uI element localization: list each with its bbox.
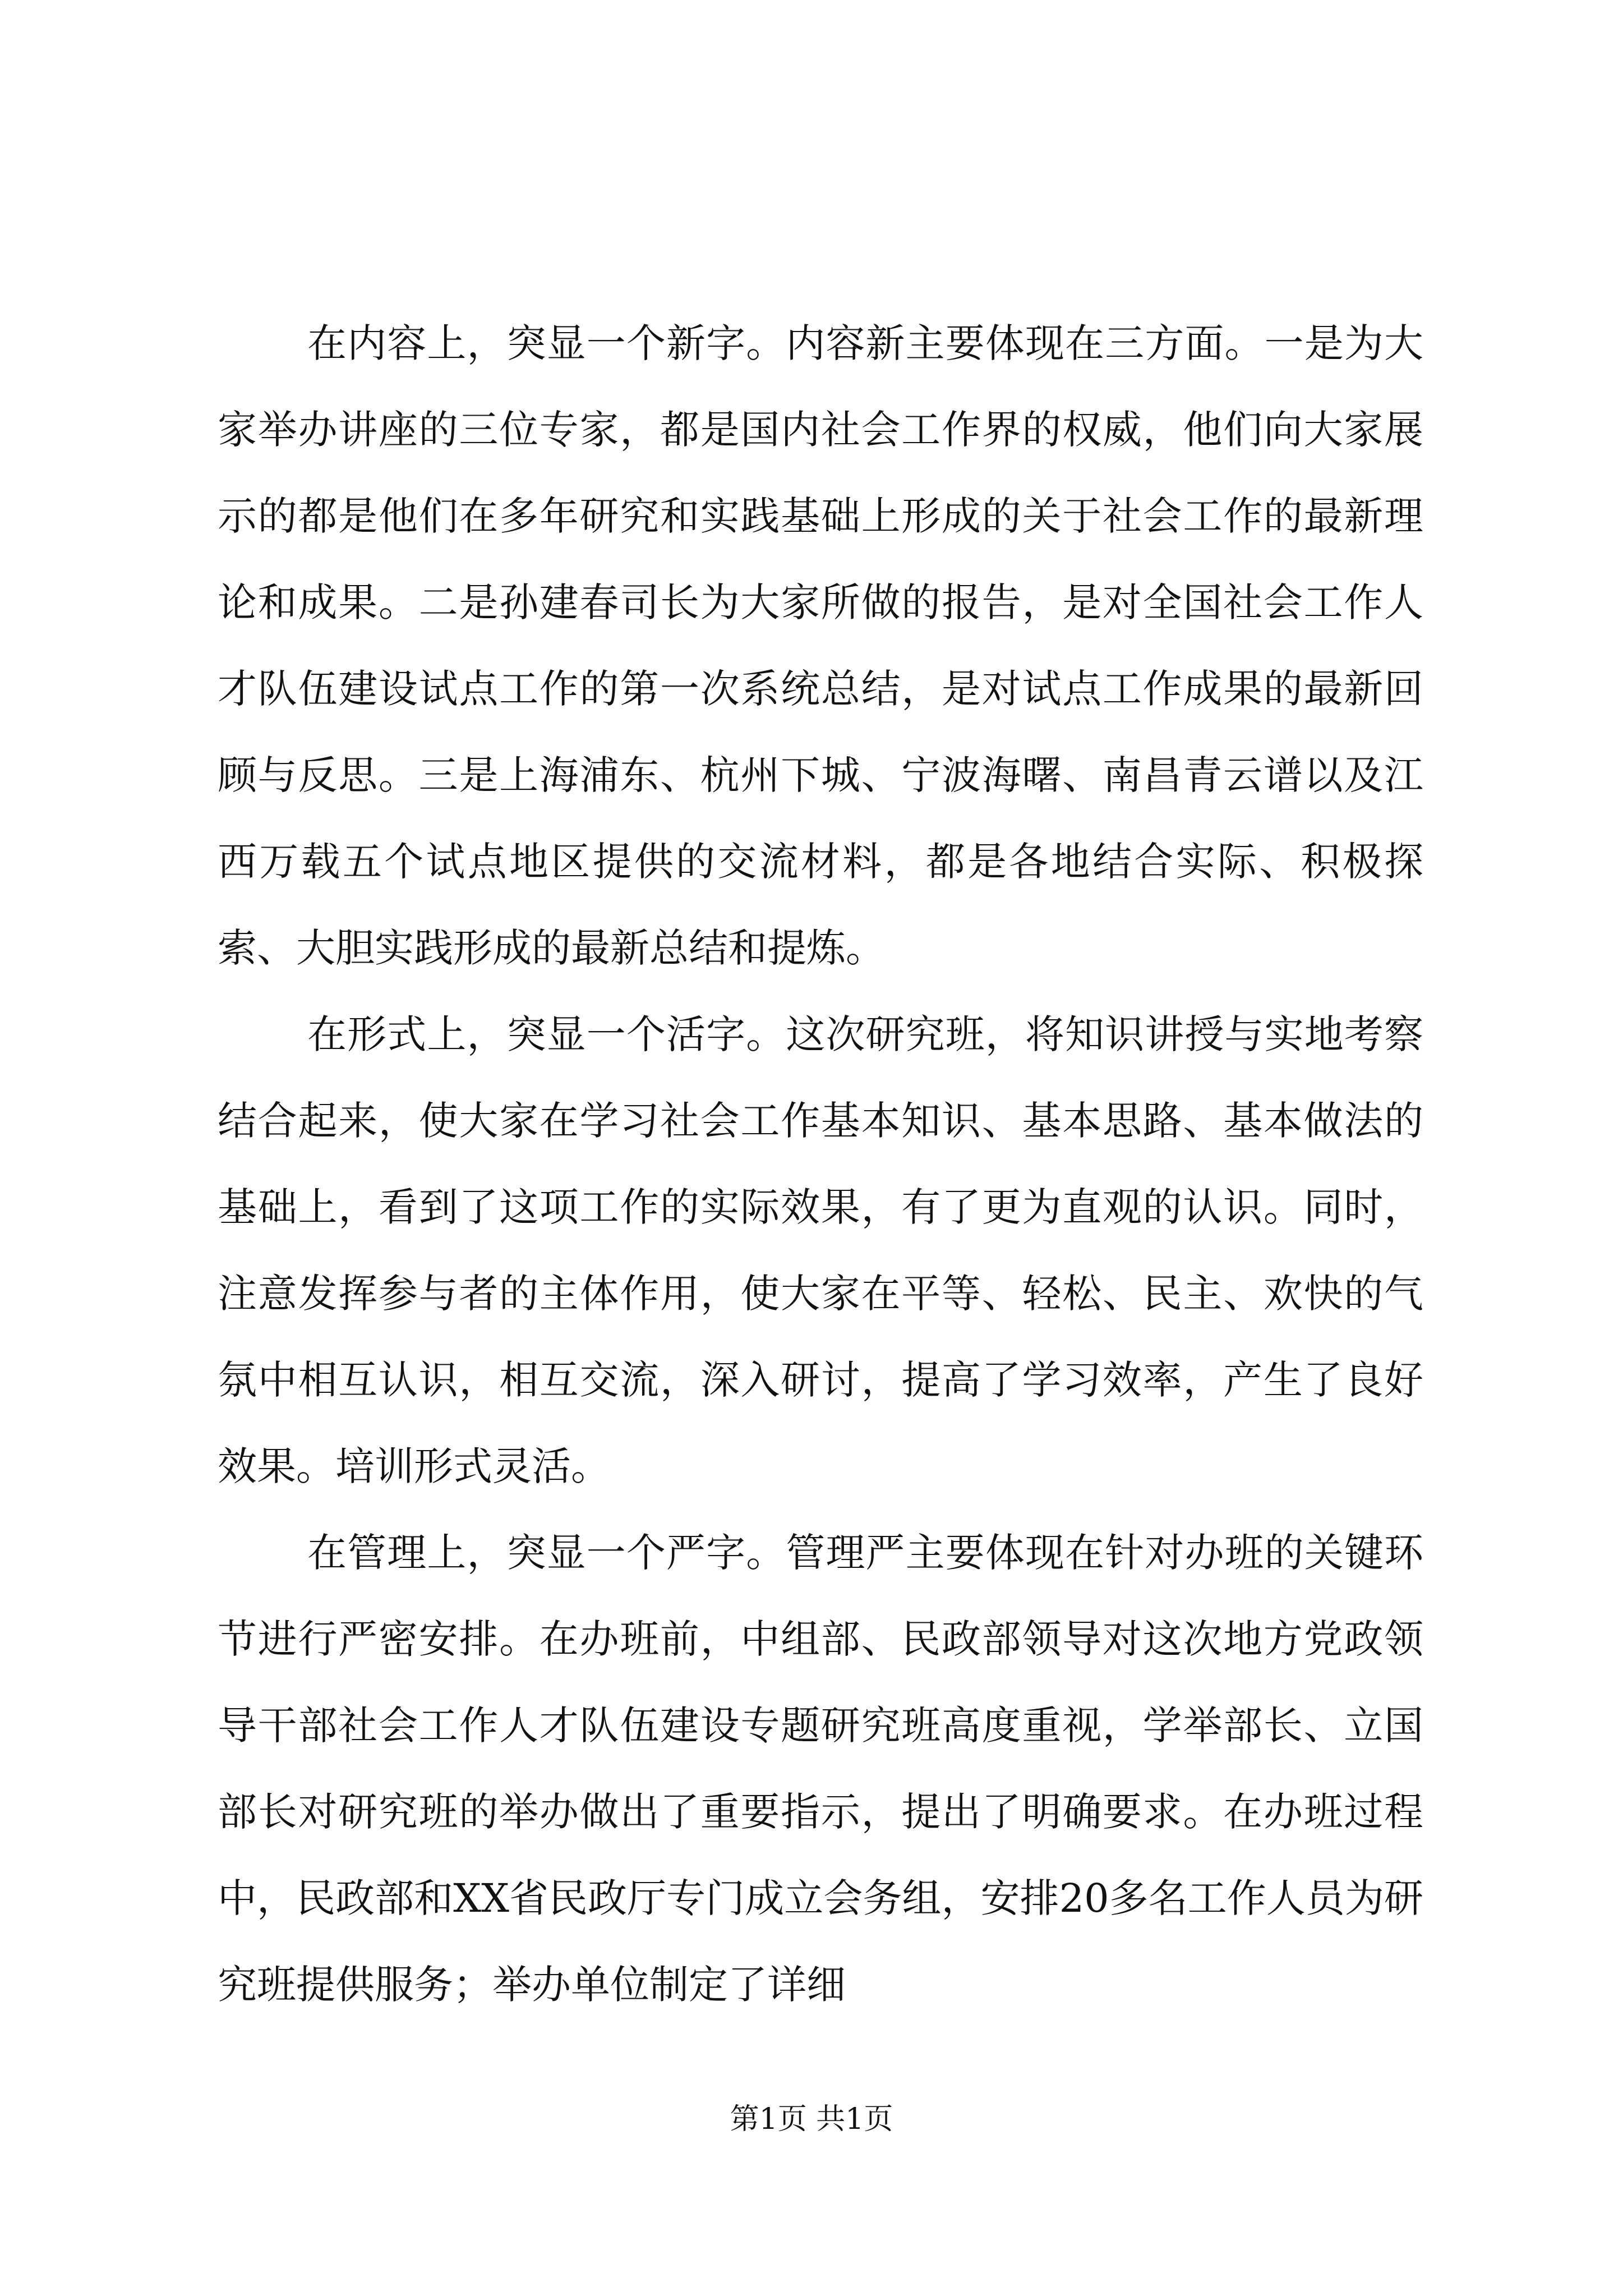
page-number-footer: 第1页 共1页 — [730, 2102, 893, 2136]
paragraph-form-active: 在形式上，突显一个活字。这次研究班，将知识讲授与实地考察结合起来，使大家在学习社会工作基本知识、基本思路、基本做法的基础上，看到了这项工作的实际效果，有了更为直观的认识。同时，注意发挥参与者的主体作用，使大家在平等、轻松、民主、欢快的气氛中相互认识，相互交流，深入研讨，提高了学习效率，产生了良好效果。培训形式灵活。 — [218, 1011, 1423, 1489]
paragraph-management-strict: 在管理上，突显一个严字。管理严主要体现在针对办班的关键环节进行严密安排。在办班前，中组部、民政部领导对这次地方党政领导干部社会工作人才队伍建设专题研究班高度重视，学举部长、立国部长对研究班的举办做出了重要指示，提出了明确要求。在办班过程中，民政部和XX省民政厅专门成立会务组，安排20多名工作人员为研究班提供服务；举办单位制定了详细 — [218, 1530, 1423, 2008]
document-body — [218, 300, 1423, 2028]
paragraph-content-new: 在内容上，突显一个新字。内容新主要体现在三方面。一是为大家举办讲座的三位专家，都是国内社会工作界的权威，他们向大家展示的都是他们在多年研究和实践基础上形成的关于社会工作的最新理论和成果。二是孙建春司长为大家所做的报告，是对全国社会工作人才队伍建设试点工作的第一次系统总结，是对试点工作成果的最新回顾与反思。三是上海浦东、杭州下城、宁波海曙、南昌青云谱以及江西万载五个试点地区提供的交流材料，都是各地结合实际、积极探索、大胆实践形成的最新总结和提炼。 — [218, 320, 1423, 971]
